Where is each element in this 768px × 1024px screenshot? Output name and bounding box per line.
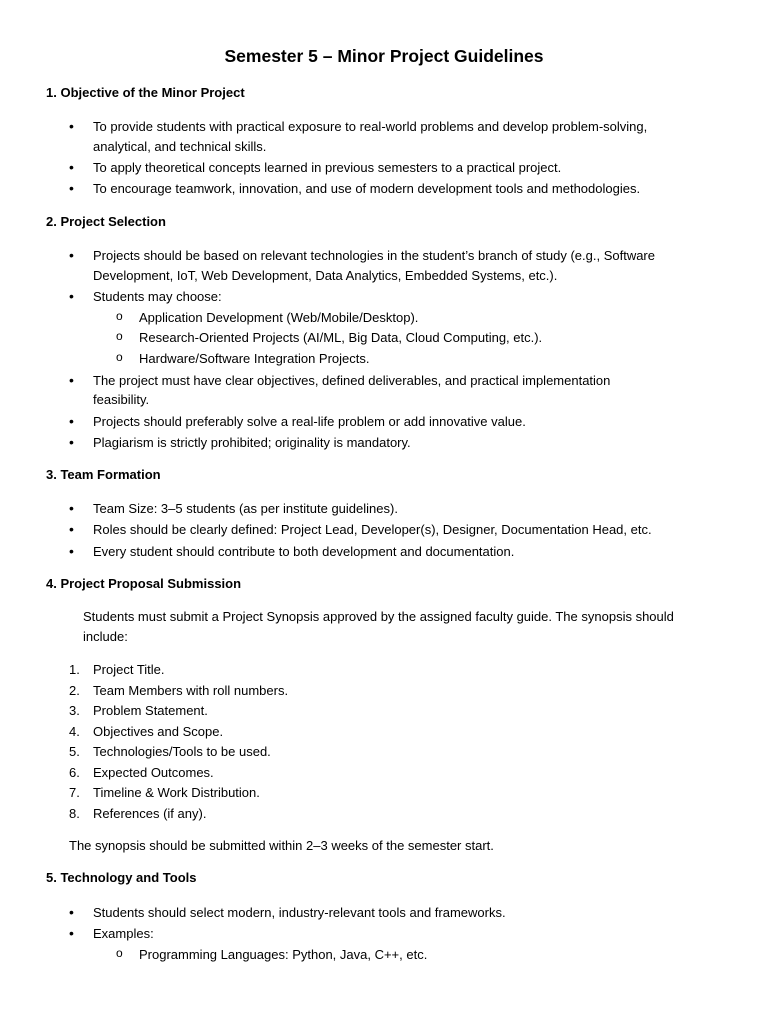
- section-heading-objective: 1. Objective of the Minor Project: [46, 85, 245, 100]
- bullet-item: • Every student should contribute to both development and documentation.: [93, 542, 733, 561]
- page-title: Semester 5 – Minor Project Guidelines: [224, 46, 544, 66]
- bullet-item: • Students may choose:: [93, 287, 733, 306]
- item-number: 6.: [69, 765, 80, 780]
- item-text: Expected Outcomes.: [93, 765, 214, 780]
- bullet-item: • To encourage teamwork, innovation, and use of modern development tools and methodologies.: [93, 179, 733, 198]
- numbered-item: [69, 660, 733, 679]
- bullet-item: • The project must have clear objectives, defined deliverables, and practical implementation: [93, 371, 733, 390]
- bullet-item: • Team Size: 3–5 students (as per institute guidelines).: [93, 499, 733, 518]
- numbered-item: [69, 804, 733, 823]
- numbered-item: [69, 681, 733, 700]
- item-text: Project Title.: [93, 662, 165, 677]
- item-number: 5.: [69, 744, 80, 759]
- section-heading-technology-tools: 5. Technology and Tools: [46, 870, 197, 885]
- item-number: 3.: [69, 703, 80, 718]
- bullet-item: • Projects should be based on relevant technologies in the student’s branch of study (e.g., Software: [93, 246, 733, 265]
- bullet-item: • To provide students with practical exposure to real-world problems and develop problem-solving,: [93, 117, 733, 136]
- item-number: 2.: [69, 683, 80, 698]
- numbered-item: [69, 763, 733, 782]
- item-text: Problem Statement.: [93, 703, 208, 718]
- numbered-item: [69, 722, 733, 741]
- bullet-continuation: feasibility.: [93, 392, 150, 407]
- bullet-continuation-text: analytical, and technical skills.: [93, 139, 267, 154]
- intro-paragraph-line: include:: [83, 629, 128, 644]
- item-number: 8.: [69, 806, 80, 821]
- item-text: References (if any).: [93, 806, 207, 821]
- bullet-item: • Roles should be clearly defined: Project Lead, Developer(s), Designer, Documentation Head, etc.: [93, 520, 733, 539]
- sub-bullet-item: o Programming Languages: Python, Java, C++, etc.: [139, 945, 729, 964]
- numbered-item: [69, 783, 733, 802]
- numbered-item: [69, 742, 733, 761]
- bullet-item: • Plagiarism is strictly prohibited; originality is mandatory.: [93, 433, 733, 452]
- sub-bullet-item: o Hardware/Software Integration Projects.: [139, 349, 729, 368]
- item-text: Timeline & Work Distribution.: [93, 785, 260, 800]
- intro-paragraph-line: Students must submit a Project Synopsis approved by the assigned faculty guide. The synopsis should: [83, 609, 674, 624]
- bullet-item: • Projects should preferably solve a real-life problem or add innovative value.: [93, 412, 733, 431]
- bullet-item: • Examples:: [93, 924, 733, 943]
- section-heading-team-formation: 3. Team Formation: [46, 467, 161, 482]
- sub-bullet-item: o Application Development (Web/Mobile/Desktop).: [139, 308, 729, 327]
- item-number: 1.: [69, 662, 80, 677]
- bullet-item: • To apply theoretical concepts learned in previous semesters to a practical project.: [93, 158, 733, 177]
- section-heading-proposal-submission: 4. Project Proposal Submission: [46, 576, 242, 591]
- bullet-continuation: [93, 137, 733, 156]
- item-text: Objectives and Scope.: [93, 724, 224, 739]
- item-text: Technologies/Tools to be used.: [93, 744, 271, 759]
- item-number: 4.: [69, 724, 80, 739]
- item-number: 7.: [69, 785, 80, 800]
- section-heading-project-selection: 2. Project Selection: [46, 214, 166, 229]
- item-text: Team Members with roll numbers.: [93, 683, 289, 698]
- numbered-item: [69, 701, 733, 720]
- bullet-item: • Students should select modern, industry-relevant tools and frameworks.: [93, 903, 733, 922]
- bullet-continuation: Development, IoT, Web Development, Data Analytics, Embedded Systems, etc.).: [93, 268, 558, 283]
- sub-bullet-item: o Research-Oriented Projects (AI/ML, Big Data, Cloud Computing, etc.).: [139, 328, 729, 347]
- closing-paragraph: The synopsis should be submitted within 2–3 weeks of the semester start.: [69, 838, 494, 853]
